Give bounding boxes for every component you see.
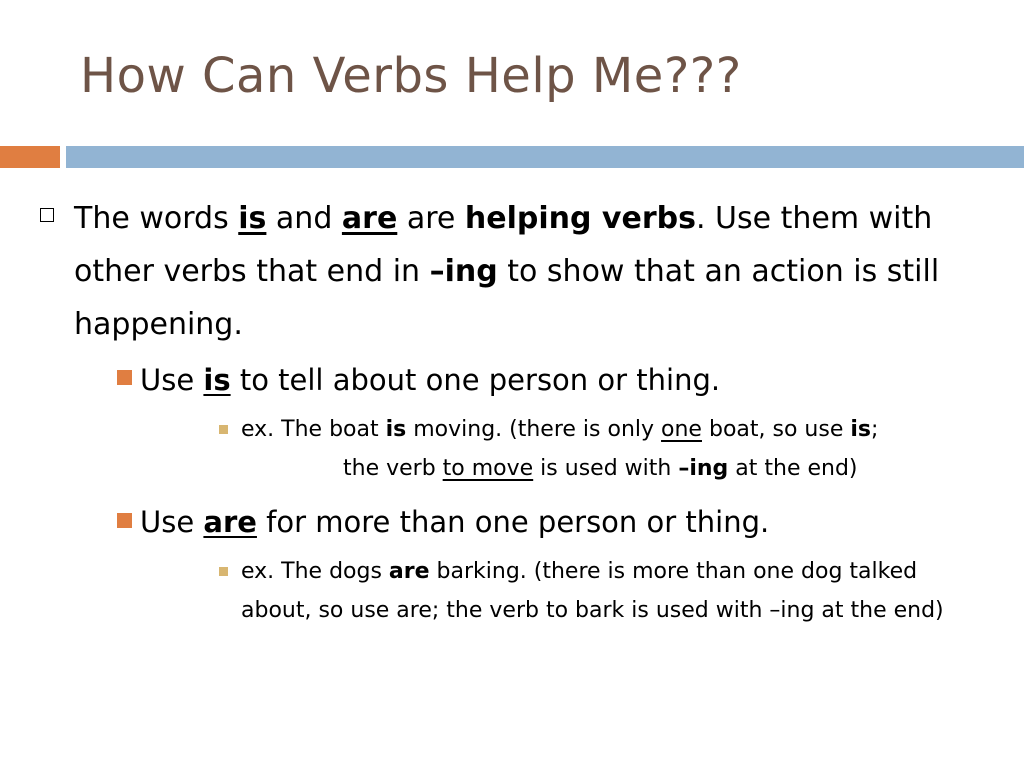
term-helping-verbs: helping verbs — [464, 201, 696, 236]
text: for more than one person or thing. — [256, 505, 770, 539]
text: the verb — [343, 456, 443, 481]
suffix-ing: –ing — [429, 254, 498, 289]
gold-square-bullet-icon — [219, 425, 228, 434]
word-is: is — [203, 363, 231, 397]
text: The words — [74, 201, 239, 236]
word-one: one — [661, 417, 702, 442]
phrase-to-move: to move — [442, 456, 534, 481]
text: boat, so use — [701, 417, 851, 442]
text: Use — [140, 363, 204, 397]
text: at the end) — [728, 456, 858, 481]
word-is: is — [238, 201, 267, 236]
example-boat-line2 — [241, 449, 991, 488]
example-dogs — [241, 552, 991, 630]
text: moving. (there is only — [406, 417, 662, 442]
bullet-use-are — [140, 502, 1000, 542]
word-are: are — [341, 201, 398, 236]
text: barking. (there is more than one dog talked about, so use are; the verb to bark is used with –ing at the end) — [241, 559, 944, 623]
text: ex. The boat — [241, 417, 386, 442]
word-are: are — [203, 505, 257, 539]
accent-bar-blue — [66, 146, 1024, 168]
accent-bar-orange — [0, 146, 60, 168]
suffix-ing: –ing — [678, 456, 729, 481]
text: are — [397, 201, 465, 236]
text: to tell about one person or thing. — [230, 363, 721, 397]
bullet-helping-verbs — [74, 192, 984, 351]
example-boat — [241, 410, 991, 488]
orange-square-bullet-icon — [117, 513, 132, 528]
word-is: is — [850, 417, 871, 442]
gold-square-bullet-icon — [219, 567, 228, 576]
text: . Use them with other verbs that end in — [74, 201, 933, 289]
hollow-square-bullet-icon — [40, 208, 54, 222]
text: to show that an action is still happening. — [74, 254, 940, 342]
text: Use — [140, 505, 204, 539]
bullet-use-is — [140, 360, 1000, 400]
orange-square-bullet-icon — [117, 370, 132, 385]
word-is: is — [385, 417, 407, 442]
text: and — [266, 201, 342, 236]
text: is used with — [533, 456, 679, 481]
text: ; — [871, 417, 879, 442]
word-are: are — [388, 559, 430, 584]
slide-title: How Can Verbs Help Me??? — [80, 48, 742, 104]
text: ex. The dogs — [241, 559, 389, 584]
